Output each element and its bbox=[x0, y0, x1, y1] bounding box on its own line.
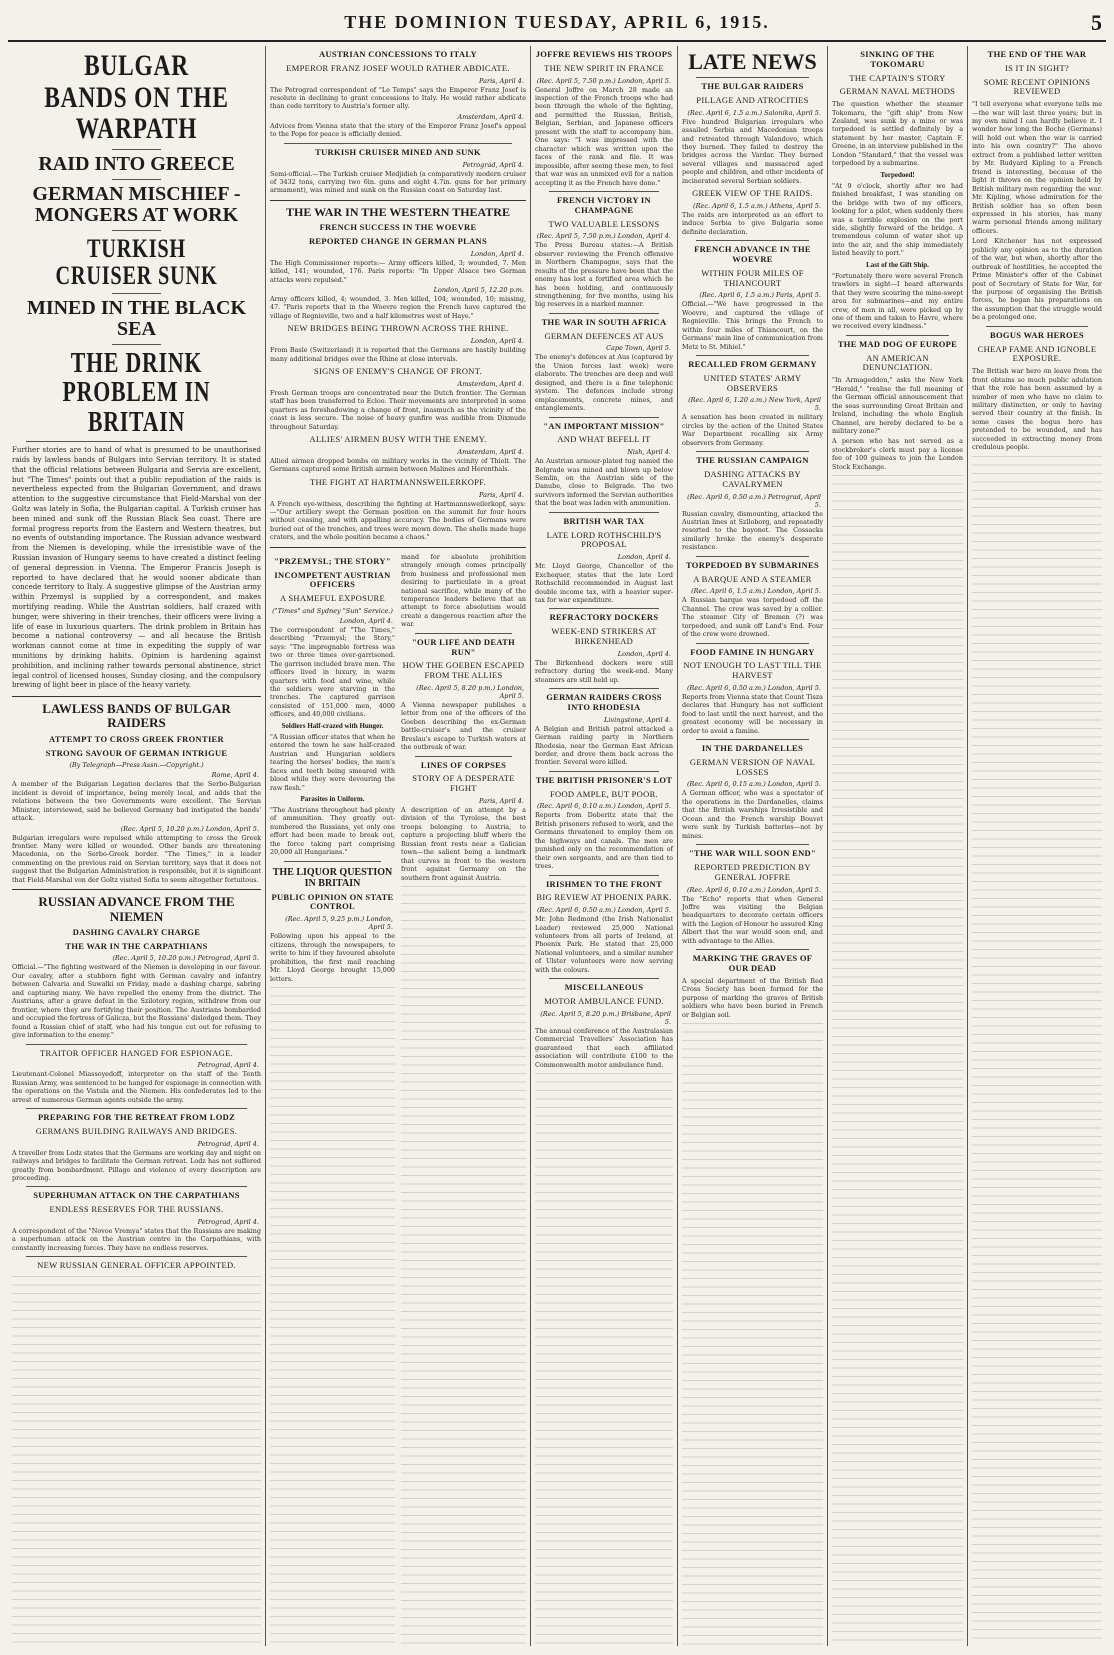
dateline: (Rec. April 5, 10.20 p.m.) London, April 5. bbox=[120, 824, 259, 833]
article-paragraph: The Birkenhead dockers were still refractory during the week-end. Many steamers are still held up. bbox=[535, 658, 673, 684]
article-paragraph: A French eye-witness, describing the fighting at Hartmannsweilerkopf, says:—"Our artillery swept the German position on the summit for four hours without ceasing, and with appalling accuracy. The bodies of Germans were buried out of the trenches, and trees were mown down. The shells made huge craters, and the whole position became a chaos." bbox=[270, 499, 526, 542]
subhead-joffre-prediction: REPORTED PREDICTION BY GENERAL JOFFRE bbox=[694, 861, 811, 882]
article-paragraph: The enemy's defences at Aus (captured by the Union forces last week) were elaborate. The trenches are deep and well designed, and there is a fine telephonic system. The defences include strong emplacements, concrete mines, and entanglements. bbox=[535, 353, 673, 413]
divider bbox=[696, 451, 809, 452]
subhead-aus: GERMAN DEFENCES AT AUS bbox=[544, 330, 664, 341]
headline-late-news: LATE NEWS bbox=[688, 49, 817, 74]
dateline: London, April 4. bbox=[470, 249, 524, 258]
headline-drink-problem: THE DRINK PROBLEM IN BRITAIN bbox=[62, 348, 211, 438]
subhead-befell: AND WHAT BEFELL IT bbox=[557, 434, 651, 445]
headline-black-sea: MINED IN THE BLACK SEA bbox=[26, 297, 247, 341]
text-continuation bbox=[270, 985, 395, 1646]
subhead-rothschild: LATE LORD ROTHSCHILD'S PROPOSAL bbox=[546, 529, 662, 550]
source-line: ("Times" and Sydney "Sun" Service.) bbox=[272, 606, 393, 615]
article-paragraph: "In Armageddon," asks the New York "Herald," "realise the full meaning of the German official announcement that the seas surrounding Great Britain and Ireland, including the whole English Channel, are hereby declared to be a military zone?" bbox=[832, 376, 963, 435]
headline-lines-of-corpses: LINES OF CORPSES bbox=[420, 759, 507, 770]
dateline: (Rec. April 6, 0.50 a.m.) London, April 5. bbox=[536, 906, 671, 915]
article-paragraph: A description of an attempt by a division of the Tyrolese, the best troops belonging to Austria, to capture a projecting bluff where the Russian front rests near a Galician town—the salient being a landmark that curves in front to the western front against Germany on the southern front against Austria. bbox=[401, 805, 526, 882]
divider bbox=[26, 441, 247, 442]
subhead-greek-frontier: ATTEMPT TO CROSS GREEK FRONTIER bbox=[49, 733, 224, 744]
subhead-captains-story: THE CAPTAIN'S STORY bbox=[849, 72, 946, 83]
headline-bulgar-raiders: THE BULGAR RAIDERS bbox=[701, 81, 804, 92]
headline-tokomaru: SINKING OF THE TOKOMARU bbox=[860, 49, 935, 69]
article-paragraph: A special department of the British Red Cross Society has been formed for the purpose of marking the graves of British soldiers who have been buried in French or Belgian soil. bbox=[682, 976, 823, 1019]
divider bbox=[549, 191, 659, 192]
article-paragraph: Lord Kitchener has not expressed publicly any opinion as to the duration of the war, but when, shortly after the outbreak of hostilities, he accepted the Prime Minister's offer of the Cabinet post of Secretary of State for War, for the purpose of organising the British forces, he began his preparations on the assumption that the struggle would be a prolonged one. bbox=[972, 237, 1102, 322]
headline-raid-greece: RAID INTO GREECE bbox=[38, 152, 235, 175]
article-paragraph: Bulgarian irregulars were repulsed while attempting to cross the Greek frontier. Many were killed or wounded. Other bands are threatening Macedonia, on the Serbo-Greek border. "The Times," in a leader commenting on the previous raid on Servian territory, says that it does not suggest that the Bulgarian Administration is responsible, but it is significant that Field-Marshal von der Goltz visited Sofia to seem altogether fortuitous. bbox=[12, 833, 261, 884]
subhead-endless-reserves: ENDLESS RESERVES FOR THE RUSSIANS. bbox=[49, 1204, 224, 1215]
dateline: London, April 4. bbox=[470, 337, 524, 346]
dateline: (Rec. April 5, 9.25 p.m.) London, April 5. bbox=[285, 915, 393, 932]
article-paragraph: Mr. Lloyd George, Chancellor of the Exchequer, states that the late Lord Rothschild recommended in August last double income tax, with a heavier super-tax for war expenditure. bbox=[535, 562, 673, 604]
article-paragraph: "Fortunately there were several French trawlers in sight—I heard afterwards that they were scouring the mine-swept area for submarines—and my entire crew, of men in all, were picked up by one of them and taken to Havre, where we received every kindness." bbox=[832, 271, 963, 331]
subhead-thiancourt: WITHIN FOUR MILES OF THIANCOURT bbox=[701, 267, 804, 288]
subhead-opinions: SOME RECENT OPINIONS REVIEWED bbox=[983, 76, 1091, 97]
subhead-change-front: SIGNS OF ENEMY'S CHANGE OF FRONT. bbox=[313, 366, 483, 377]
subhead-railways-bridges: GERMANS BUILDING RAILWAYS AND BRIDGES. bbox=[35, 1125, 238, 1136]
subhead-airmen: ALLIES' AIRMEN BUSY WITH THE ENEMY. bbox=[309, 434, 487, 445]
article-paragraph: A member of the Bulgarian Legation declares that the Serbo-Bulgarian incident is devoid of importance, being merely local, and adds that the relations between the two Governments were excellent. The Servian Minister, interviewed, said he believed Germany had instigated the bands' attack. bbox=[12, 780, 261, 823]
divider bbox=[696, 556, 809, 557]
divider bbox=[549, 978, 659, 979]
article-paragraph: A Vienna newspaper publishes a letter from one of the officers of the Goeben describing the ex-German battle-cruiser's and the cruiser Breslau's escape to Turkish waters at the outbreak of war. bbox=[401, 700, 526, 752]
text-continuation bbox=[12, 1274, 261, 1646]
article-paragraph: Reports from Vienna state that Count Tisza declares that Hungary has not sufficient food to last until the next harvest, and the greatest economy will be necessary in order to avoid a famine. bbox=[682, 692, 823, 735]
headline-recalled: RECALLED FROM GERMANY bbox=[688, 359, 817, 370]
article-paragraph: The British war hero on leave from the front obtains so much public adulation that the role has been assumed by a number of men who have no claim to military distinction, or only to having served their country at the finish. In some cases the bogus hero has pretended to be wounded, and has succeeded in extracting money from credulous people. bbox=[972, 367, 1102, 452]
subhead-cavalrymen: DASHING ATTACKS BY CAVALRYMEN bbox=[704, 469, 801, 489]
column-1 bbox=[8, 46, 265, 1646]
article-paragraph: A German officer, who was a spectator of the operations in the Dardanelles, claims that the British warships Irresistible and Ocean and the French warship Bouvet were sunk by Turkish batteries—not by mines. bbox=[682, 789, 823, 840]
headline-war-tax: BRITISH WAR TAX bbox=[563, 515, 645, 526]
divider bbox=[986, 326, 1088, 327]
article-paragraph: "At 9 o'clock, shortly after we had finished breakfast, I was standing on the bridge with two of my officers, looking for a pilot, when suddenly there was a terrible explosion on the port side, slightly forward of the bridge. A tremendous column of water shot up into the air, and the ship immediately listed heavily to port." bbox=[832, 181, 963, 258]
divider bbox=[26, 1186, 247, 1187]
text-continuation bbox=[832, 473, 963, 1646]
dateline: (Rec. April 6, 1.5 a.m.) London, April 5. bbox=[691, 587, 821, 596]
dateline: Paris, April 4. bbox=[479, 796, 524, 805]
column-4 bbox=[677, 46, 827, 1646]
divider bbox=[549, 313, 659, 314]
article-paragraph: Official.—"We have progressed in the Woevre, and captured the village of Regnieville. This brings the French to within four miles of Thiancourt, on the Germans' main line of communication from Metz to St. Mihiel." bbox=[682, 300, 823, 351]
article-paragraph: Army officers killed, 4; wounded, 3. Men killed, 104; wounded, 10; missing, 47. "Paris reports that in the Woevre region the French have captured the village of Regnieville, two and a half kilometres west of Haye." bbox=[270, 295, 526, 320]
subhead-last-gift-ship: Last of the Gift Ship. bbox=[866, 260, 929, 269]
article-paragraph: A person who has not served as a stockbroker's clerk must pay a license fee of 100 guineas to join the London Stock Exchange. bbox=[832, 437, 963, 471]
dateline: London, April 4. bbox=[617, 649, 671, 658]
article-paragraph: The High Commissioner reports:— Army officers killed, 3; wounded, 7. Men killed, 141; wounded, 176. Paris reports: "In Upper Alsace two German attacks were repulsed." bbox=[270, 258, 526, 284]
headline-cruiser-mined: TURKISH CRUISER MINED AND SUNK bbox=[315, 146, 481, 157]
subhead-observers: UNITED STATES' ARMY OBSERVERS bbox=[703, 372, 802, 393]
dateline: Petrograd, April 4. bbox=[197, 1061, 259, 1070]
divider bbox=[696, 844, 809, 845]
article-paragraph: A Belgian and British patrol attacked a German raiding party in Northern Rhodesia, near the German East African border, and drove them back across the frontier. Several were killed. bbox=[535, 724, 673, 767]
article-paragraph: The annual conference of the Australasian Commercial Travellers' Association has guaranteed that each affiliated association will contribute £100 to the Commonwealth motor ambulance fund. bbox=[535, 1026, 673, 1069]
divider bbox=[549, 875, 659, 876]
subhead-barque: A BARQUE AND A STEAMER bbox=[693, 573, 812, 584]
headline-end-of-war: THE END OF THE WAR bbox=[987, 49, 1087, 59]
divider bbox=[415, 756, 512, 757]
dateline: (Rec. April 6, 1.5 a.m.) Salonika, April 5. bbox=[687, 108, 821, 117]
headline-traitor-officer: TRAITOR OFFICER HANGED FOR ESPIONAGE. bbox=[40, 1047, 233, 1058]
headline-irishmen: IRISHMEN TO THE FRONT bbox=[545, 878, 663, 889]
subhead-goeben: HOW THE GOEBEN ESCAPED FROM THE ALLIES bbox=[402, 660, 525, 681]
headline-mad-dog: THE MAD DOG OF EUROPE bbox=[837, 338, 958, 349]
divider bbox=[26, 1044, 247, 1045]
subhead-state-control: PUBLIC OPINION ON STATE CONTROL bbox=[271, 891, 394, 912]
dateline: Rome, April 4. bbox=[211, 771, 259, 780]
divider bbox=[26, 1108, 247, 1109]
divider bbox=[696, 355, 809, 356]
headline-miscellaneous: MISCELLANEOUS bbox=[564, 982, 644, 993]
headline-russian-campaign: THE RUSSIAN CAMPAIGN bbox=[696, 455, 809, 466]
headline-dardanelles: IN THE DARDANELLES bbox=[701, 743, 804, 754]
dateline: (Rec. April 6, 1.20 a.m.) New York, April 5. bbox=[688, 396, 821, 413]
divider bbox=[696, 77, 809, 78]
dateline: (Rec. April 6, 1.5 a.m.) Paris, April 5. bbox=[699, 291, 821, 300]
divider bbox=[112, 230, 162, 231]
article-paragraph: A traveller from Lodz states that the Germans are working day and night on railways and bridges to facilitate the German retreat. Lodz has not suffered greatly from bombardment. Pillage and violence of every description are proceeding. bbox=[12, 1148, 261, 1182]
subhead-cheap-fame: CHEAP FAME AND IGNOBLE EXPOSURE. bbox=[977, 343, 1097, 364]
headline-turkish-cruiser: TURKISH CRUISER SUNK bbox=[55, 233, 218, 290]
article-paragraph: Mr. John Redmond (the Irish Nationalist Leader) reviewed 25,000 National volunteers from all parts of Ireland, at Phoenix Park. He stated that 25,000 National volunteers, and a similar number of Ulster volunteers were now serving with the colours. bbox=[535, 915, 673, 974]
subhead-birkenhead: WEEK-END STRIKERS AT BIRKENHEAD bbox=[551, 626, 657, 646]
dateline: London, April 5, 12.20 p.m. bbox=[433, 286, 524, 294]
article-paragraph: A sensation has been created in military circles by the action of the United States War Department recalling six Army observers from Germany. bbox=[682, 413, 823, 447]
divider bbox=[549, 417, 659, 418]
divider bbox=[112, 293, 162, 294]
text-continuation bbox=[535, 1071, 673, 1646]
subhead-german-plans: REPORTED CHANGE IN GERMAN PLANS bbox=[308, 235, 488, 246]
subhead-harvest: NOT ENOUGH TO LAST TILL THE HARVEST bbox=[683, 660, 822, 681]
article-paragraph: Official.—"The fighting westward of the Niemen is developing in our favour. Our cavalry, after a stubborn fight with German cavalry and infantry between Calvaria and Suwalki on Friday, made a dashing charge, sabring and capturing many. We have repelled the enemy from the district. The Austrians, after a grave defeat in the Szilotory region, withdrew from our frontier, where they are fortifying their position. The Austrians bombarded and occupied the fortress of Galicza, but the Russians' dislodged them. They found a Russian chief of staff, who had his tongue cut out for refusing to give information to the enemy." bbox=[12, 963, 261, 1040]
divider bbox=[696, 643, 809, 644]
headline-joffre-reviews: JOFFRE REVIEWS HIS TROOPS bbox=[535, 49, 673, 59]
dateline: (Rec. April 6, 0.10 a.m.) London, April 5. bbox=[536, 802, 671, 811]
divider bbox=[549, 771, 659, 772]
subhead-abdicate: EMPEROR FRANZ JOSEF WOULD RATHER ABDICATE. bbox=[286, 62, 510, 73]
divider bbox=[549, 608, 659, 609]
text-continuation bbox=[972, 454, 1102, 1646]
dateline: (Rec. April 5, 7.50 p.m.) London, April 4. bbox=[536, 232, 671, 241]
column-3 bbox=[530, 46, 677, 1646]
article-paragraph: A correspondent of the "Novoe Vremya" states that the Russians are making a superhuman attack on the Austrian centre in the Carpathians, with constantly increasing forces. They have no endless reserves. bbox=[12, 1226, 261, 1252]
article-paragraph: "A Russian officer states that when he entered the town he saw half-crazed Austrian and Hungarian soldiers tearing the horses' bodies, the men's faces and teeth being smeared with blood while they were devouring the raw flesh." bbox=[270, 732, 395, 792]
headline-champagne: FRENCH VICTORY IN CHAMPAGNE bbox=[557, 194, 651, 215]
article-paragraph: A Russian barque was torpedoed off the Channel. The crew was saved by a collier. The steamer City of Bremen (?) was torpedoed, and sunk off Land's End. Four of the crew were drowned. bbox=[682, 596, 823, 639]
subhead-shameful: A SHAMEFUL EXPOSURE bbox=[279, 593, 386, 604]
headline-french-advance: FRENCH ADVANCE IN THE WOEVRE bbox=[694, 244, 811, 265]
subhead-pillage: PILLAGE AND ATROCITIES bbox=[696, 94, 809, 105]
divider bbox=[270, 200, 526, 201]
headline-lawless-bands: LAWLESS BANDS OF BULGAR RAIDERS bbox=[42, 701, 231, 731]
headline-food-famine: FOOD FAMINE IN HUNGARY bbox=[690, 646, 815, 657]
article-paragraph: The correspondent of "The Times," describing "Przemysl; the Story," says: "The impregnable fortress was two or three times over-garrisoned. The garrison included brave men. The officers lived in luxury, in warm quarters with food and wine, while the soldiers were starving in the trenches. The captured garrison consisted of 151,000 men, 4000 officers, and 40,000 civilians. bbox=[270, 625, 395, 719]
dateline: (Rec. April 5, 7.50 p.m.) London, April 5. bbox=[536, 76, 671, 85]
dateline: Paris, April 4. bbox=[479, 76, 524, 85]
dateline: (Rec. April 6, 0.50 a.m.) Petrograd, April 5. bbox=[687, 492, 821, 509]
article-paragraph: Allied airmen dropped bombs on military works in the vicinity of Thielt. The Germans captured some British airmen between Malines and Herenthals. bbox=[270, 456, 526, 474]
article-paragraph: Reports from Doberitz state that the British prisoners refused to work, and the Germans threatened to employ them on the highways and canals. The men are punished only on the recommendation of their own sergeants, and are then tied to trees. bbox=[535, 811, 673, 871]
divider bbox=[696, 240, 809, 241]
dateline: Nish, April 4. bbox=[627, 448, 671, 457]
article-paragraph: The Petrograd correspondent of "Le Temps" says the Emperor Franz Josef is resolute in declining to grant concessions to Italy. He would rather abdicate than cede territory to Austria's former ally. bbox=[270, 85, 526, 111]
article-paragraph: mand for absolute prohibition strangely enough comes principally from business and professional men desiring to particulate in a great national sacrifice, while many of the temperance leaders believe that an attempt to force absolutism would create a dangerous reaction after the war. bbox=[401, 552, 526, 629]
subhead-naval-losses: GERMAN VERSION OF NAVAL LOSSES bbox=[689, 756, 816, 777]
article-paragraph: Following upon his appeal to the citizens, through the newspapers, to write to him if they favoured absolute prohibition, the first mail reaching Mr. Lloyd George brought 15,000 letters. bbox=[270, 932, 395, 983]
dateline: Petrograd, April 4. bbox=[462, 160, 524, 169]
dateline: (Rec. April 6, 0.10 a.m.) London, April 5. bbox=[686, 885, 821, 894]
headline-przemysl: "PRZEMYSL; THE STORY" bbox=[274, 555, 391, 566]
divider bbox=[12, 696, 261, 697]
masthead-title: THE DOMINION TUESDAY, APRIL 6, 1915. bbox=[344, 12, 770, 32]
divider bbox=[270, 547, 526, 548]
dateline: (Rec. April 6, 0.15 a.m.) London, April 5. bbox=[686, 780, 821, 789]
dateline: (Rec. April 5, 8.20 p.m.) London, April 5. bbox=[416, 683, 524, 700]
subhead-german-intrigue: STRONG SAVOUR OF GERMAN INTRIGUE bbox=[45, 747, 228, 758]
column-5 bbox=[827, 46, 967, 1646]
source-line: (By Telegraph—Press Assn.—Copyright.) bbox=[69, 761, 204, 770]
subhead-desperate-fight: STORY OF A DESPERATE FIGHT bbox=[412, 773, 515, 794]
dateline: Petrograd, April 4. bbox=[197, 1139, 259, 1148]
column-2 bbox=[265, 46, 530, 1646]
divider bbox=[549, 512, 659, 513]
subhead-in-sight: IS IT IN SIGHT? bbox=[1004, 62, 1070, 73]
article-paragraph: The question whether the steamer Tokomaru, the "gift ship" from New Zealand, was sunk by a mine or was torpedoed is settled definitely by a statement by her master, Captain F. Greene, in an interview published in the London "Standard," that the vessel was torpedoed by a submarine. bbox=[832, 100, 963, 168]
dateline: (Rec. April 6, 0.50 a.m.) London, April 5. bbox=[686, 683, 821, 692]
subhead-american: AN AMERICAN DENUNCIATION. bbox=[862, 352, 933, 373]
article-paragraph: From Basle (Switzerland) it is reported that the Germans are hastily building many additional bridges over the Rhine at close intervals. bbox=[270, 346, 526, 363]
column-6 bbox=[967, 46, 1106, 1646]
headline-dockers: REFRACTORY DOCKERS bbox=[549, 612, 659, 623]
divider bbox=[284, 861, 381, 862]
article-paragraph: The Press Bureau states:—A British observer reviewing the French offensive in Northern Champagne, says that the results of the pressure have been that the enemy has lost a fortified area which he has been holding, and continuously strengthening, for five months, using his big reserves in a marked manner. bbox=[535, 241, 673, 309]
article-paragraph: The raids are interpreted as an effort to induce Serbia to give Bulgaria some definite declaration. bbox=[682, 211, 823, 236]
dateline: (Rec. April 5, 10.20 p.m.) Petrograd, April 5. bbox=[112, 954, 259, 963]
headline-superhuman-attack: SUPERHUMAN ATTACK ON THE CARPATHIANS bbox=[33, 1190, 240, 1201]
subhead-naval-methods: GERMAN NAVAL METHODS bbox=[839, 86, 956, 97]
article-paragraph: Five hundred Bulgarian irregulars who assailed Serbia and Macedonian troops and retreated through Valandovo, which they burned. They failed to destroy the bridges across the Vardar. They burned several villages and massacred aged people and children, and other incidents of incinerated several Serbian soldiers. bbox=[682, 117, 823, 185]
headline-bulgar-bands: BULGAR BANDS ON THE WARPATH bbox=[44, 49, 229, 145]
article-paragraph: "The Austrians throughout had plenty of ammunition. They greatly out-numbered the Russians, yet only one effort had been made to break out, the force taking part comprising 20,000 all Hungarians." bbox=[270, 805, 395, 857]
divider bbox=[846, 335, 949, 336]
article-paragraph: The "Echo" reports that when General Joffre was visiting the Belgian headquarters to decorate certain officers with the Legion of Honour he assured King Albert that the war would soon end, and with advantage to the Allies. bbox=[682, 894, 823, 945]
subhead-greek-view: GREEK VIEW OF THE RAIDS. bbox=[692, 188, 813, 199]
divider bbox=[549, 688, 659, 689]
dateline: Paris, April 4. bbox=[479, 490, 524, 499]
dateline: Amsterdam, April 4. bbox=[457, 379, 524, 388]
headline-graves: MARKING THE GRAVES OF OUR DEAD bbox=[692, 953, 813, 973]
subhead-french-success: FRENCH SUCCESS IN THE WOEVRE bbox=[319, 222, 477, 233]
article-paragraph: "I tell everyone what everyone tells me—the war will last three years; but in my own mind I can hardly believe it. I wonder how long the Boche (Germans) will hold out when the war is carried into his own country?" The above extract from a published letter written by Mr. Rudyard Kipling to a French friend is interesting, because of the light it throws on the opinion held by British military men regarding the war. Mr. Kipling, whose admiration for the British soldier has so often been expressed in his stories, has many warm personal friends among military officers. bbox=[972, 100, 1102, 235]
subcolumn-left bbox=[270, 553, 395, 1646]
dateline: Amsterdam, April 4. bbox=[457, 447, 524, 456]
subhead-cavalry-charge: DASHING CAVALRY CHARGE bbox=[72, 926, 201, 937]
dateline: London, April 4. bbox=[339, 616, 393, 625]
dateline: London, April 4. bbox=[617, 553, 671, 562]
dateline: (Rec. April 5, 8.20 p.m.) Brisbane, April 5. bbox=[540, 1009, 671, 1026]
divider bbox=[112, 149, 162, 150]
summary-paragraph: Further stories are to hand of what is presumed to be unauthorised raids by lawless bands of Bulgars into Servian territory. It is stated that the official relations between Bulgaria and Servia are excellent, but "The Times" points out that a public repudiation of the raids is nevertheless expected from the Bulgarian Government, and draws attention to the suggestive circumstance that Field-Marshal von der Goltz was lately in Sofia, the Bulgarian capital. A Turkish cruiser has been mined and sunk off the Russian Black Sea coast. There are formal progress reports from the Eastern and Western theatres, but no events of outstanding importance. The Russian advance westward from the Niemen is developing, while the irresistible wave of the Russian invasion of Hungary seems to have created a distinct feeling of general depression in Vienna. The Emperor Francis Joseph is reported to have declared that he would sooner abdicate than concede territory to Italy. A suggestive glimpse of the Austrian army within Przemysl is supplied by a correspondent, and makes mortifying reading. While the Austrian soldiers, half crazed with hunger, were shivering in their trenches, their officers were living a life of ease in luxurious quarters. The drink problem in Britain has become a national controversy — and all because the British workman cannot come at time in expediting the supply of war munitions by drinking habits. Opinion is hardening against prohibition, and inclining rather towards personal abstinence, strict legal control of licensed houses, Sunday closing, and the compulsory brewing of light beer in place of the heavy variety. bbox=[12, 446, 261, 690]
text-continuation bbox=[401, 884, 526, 1646]
subhead-food: FOOD AMPLE, BUT POOR. bbox=[550, 788, 658, 799]
article-paragraph: Advices from Vienna state that the story of the Emperor Franz Josef's appeal to the Pope for peace is officially denied. bbox=[270, 121, 526, 139]
headline-important-mission: "AN IMPORTANT MISSION" bbox=[543, 420, 665, 431]
divider bbox=[696, 949, 809, 950]
subhead-new-spirit: THE NEW SPIRIT IN FRANCE bbox=[544, 62, 664, 73]
article-paragraph: Russian cavalry, dismounting, attacked the Austrian lines at Szlloborg, and repeatedly resorted to the bayonet. The Cossacks similarly broke the enemy's desperate resistance. bbox=[682, 509, 823, 552]
dateline: Petrograd, April 4. bbox=[197, 1217, 259, 1226]
article-paragraph: General Joffre on March 28 made an inspection of the French troops who had been through the whole of the fighting, and permitted the Russian, British, Belgian, Serbian, and Japanese officers present with the staff to accompany him. One says: "I was impressed with the character which was written upon the faces of the rank and file. It was impossible, after seeing these men, to feel that war was an unmixed evil for a nation accepting it as the French have done." bbox=[535, 85, 673, 187]
headline-rhodesia: GERMAN RAIDERS CROSS INTO RHODESIA bbox=[546, 692, 662, 712]
subhead-carpathians: THE WAR IN THE CARPATHIANS bbox=[65, 940, 208, 951]
headline-russian-advance: RUSSIAN ADVANCE FROM THE NIEMEN bbox=[38, 894, 235, 924]
headline-mischief-mongers: GERMAN MISCHIEF - MONGERS AT WORK bbox=[32, 182, 241, 226]
text-continuation bbox=[682, 1021, 823, 1646]
dateline: (Rec. April 6, 1.5 a.m.) Athens, April 5. bbox=[693, 202, 821, 211]
subhead-ambulance: MOTOR AMBULANCE FUND. bbox=[544, 996, 664, 1007]
divider bbox=[284, 143, 512, 144]
subhead-hartmannsweilerkopf: THE FIGHT AT HARTMANNSWEILERKOPF. bbox=[309, 476, 487, 487]
dateline: Cape Town, April 5. bbox=[606, 344, 671, 353]
page-number: 5 bbox=[1091, 10, 1102, 35]
article-paragraph: An Austrian armour-plated tug named the Belgrade was mined and blown up below Semlin, on the Austrian side of the Danube, close to Belgrade. The two survivors informed the Servian authorities that the boat was laden with ammunition. bbox=[535, 457, 673, 508]
subcolumn-right bbox=[401, 553, 526, 1646]
dateline: Amsterdam, April 4. bbox=[457, 112, 524, 121]
article-paragraph: Semi-official.—The Turkish cruiser Medjidieh (a comparatively modern cruiser of 3432 tons, carrying two 6in. guns and eight 4.7in. guns for her primary armament), was mined and sunk on the Russian coast on Saturday last. bbox=[270, 169, 526, 195]
divider bbox=[12, 889, 261, 890]
subhead-parasites: Parasites in Uniform. bbox=[300, 794, 365, 803]
headline-life-death-run: "OUR LIFE AND DEATH RUN" bbox=[411, 636, 516, 657]
headline-south-africa: THE WAR IN SOUTH AFRICA bbox=[541, 316, 667, 327]
divider bbox=[26, 1256, 247, 1257]
subhead-torpedoed: Torpedoed! bbox=[880, 170, 915, 179]
subhead-phoenix-park: BIG REVIEW AT PHOENIX PARK. bbox=[536, 892, 672, 903]
dateline: Livingstone, April 4. bbox=[604, 715, 671, 724]
divider bbox=[112, 344, 162, 345]
headline-torpedoed: TORPEDOED BY SUBMARINES bbox=[685, 559, 819, 570]
headline-retreat-lodz: PREPARING FOR THE RETREAT FROM LODZ bbox=[37, 1112, 236, 1123]
divider bbox=[112, 179, 162, 180]
subhead-rhine-bridges: NEW BRIDGES BEING THROWN ACROSS THE RHINE. bbox=[287, 323, 509, 334]
headline-bogus-heroes: BOGUS WAR HEROES bbox=[990, 329, 1084, 340]
headline-new-general: NEW RUSSIAN GENERAL OFFICER APPOINTED. bbox=[37, 1260, 236, 1271]
subhead-hunger: Soldiers Half-crazed with Hunger. bbox=[281, 721, 384, 730]
headline-austrian-concessions: AUSTRIAN CONCESSIONS TO ITALY bbox=[319, 49, 477, 59]
headline-liquor-question: THE LIQUOR QUESTION IN BRITAIN bbox=[272, 866, 393, 889]
article-paragraph: Lieutenant-Colonel Miassoyedoff, interpreter on the staff of the Tenth Russian Army, was sentenced to be hanged for espionage in connection with the operations on the Vistula and the Niemen. His confederates led to the arrest of numerous German agents outside the army. bbox=[12, 1070, 261, 1104]
divider bbox=[415, 633, 512, 634]
headline-war-soon-end: "THE WAR WILL SOON END" bbox=[688, 848, 817, 859]
subhead-lessons: TWO VALUABLE LESSONS bbox=[548, 218, 660, 229]
two-column-block bbox=[270, 553, 526, 1646]
headline-prisoners-lot: THE BRITISH PRISONER'S LOT bbox=[535, 774, 673, 785]
subhead-incompetent: INCOMPETENT AUSTRIAN OFFICERS bbox=[274, 569, 391, 590]
headline-western-theatre: THE WAR IN THE WESTERN THEATRE bbox=[286, 204, 510, 219]
divider bbox=[696, 739, 809, 740]
masthead bbox=[8, 6, 1106, 42]
article-paragraph: Fresh German troops are concentrated near the Dutch frontier. The German staff has been transferred to Ecloo. Their movements are interpreted in some quarters as foreshadowing a change of front, inasmuch as the vicinity of the coast is less secure. The noise of heavy gunfire was audible from Dixmude throughout Saturday. bbox=[270, 388, 526, 431]
